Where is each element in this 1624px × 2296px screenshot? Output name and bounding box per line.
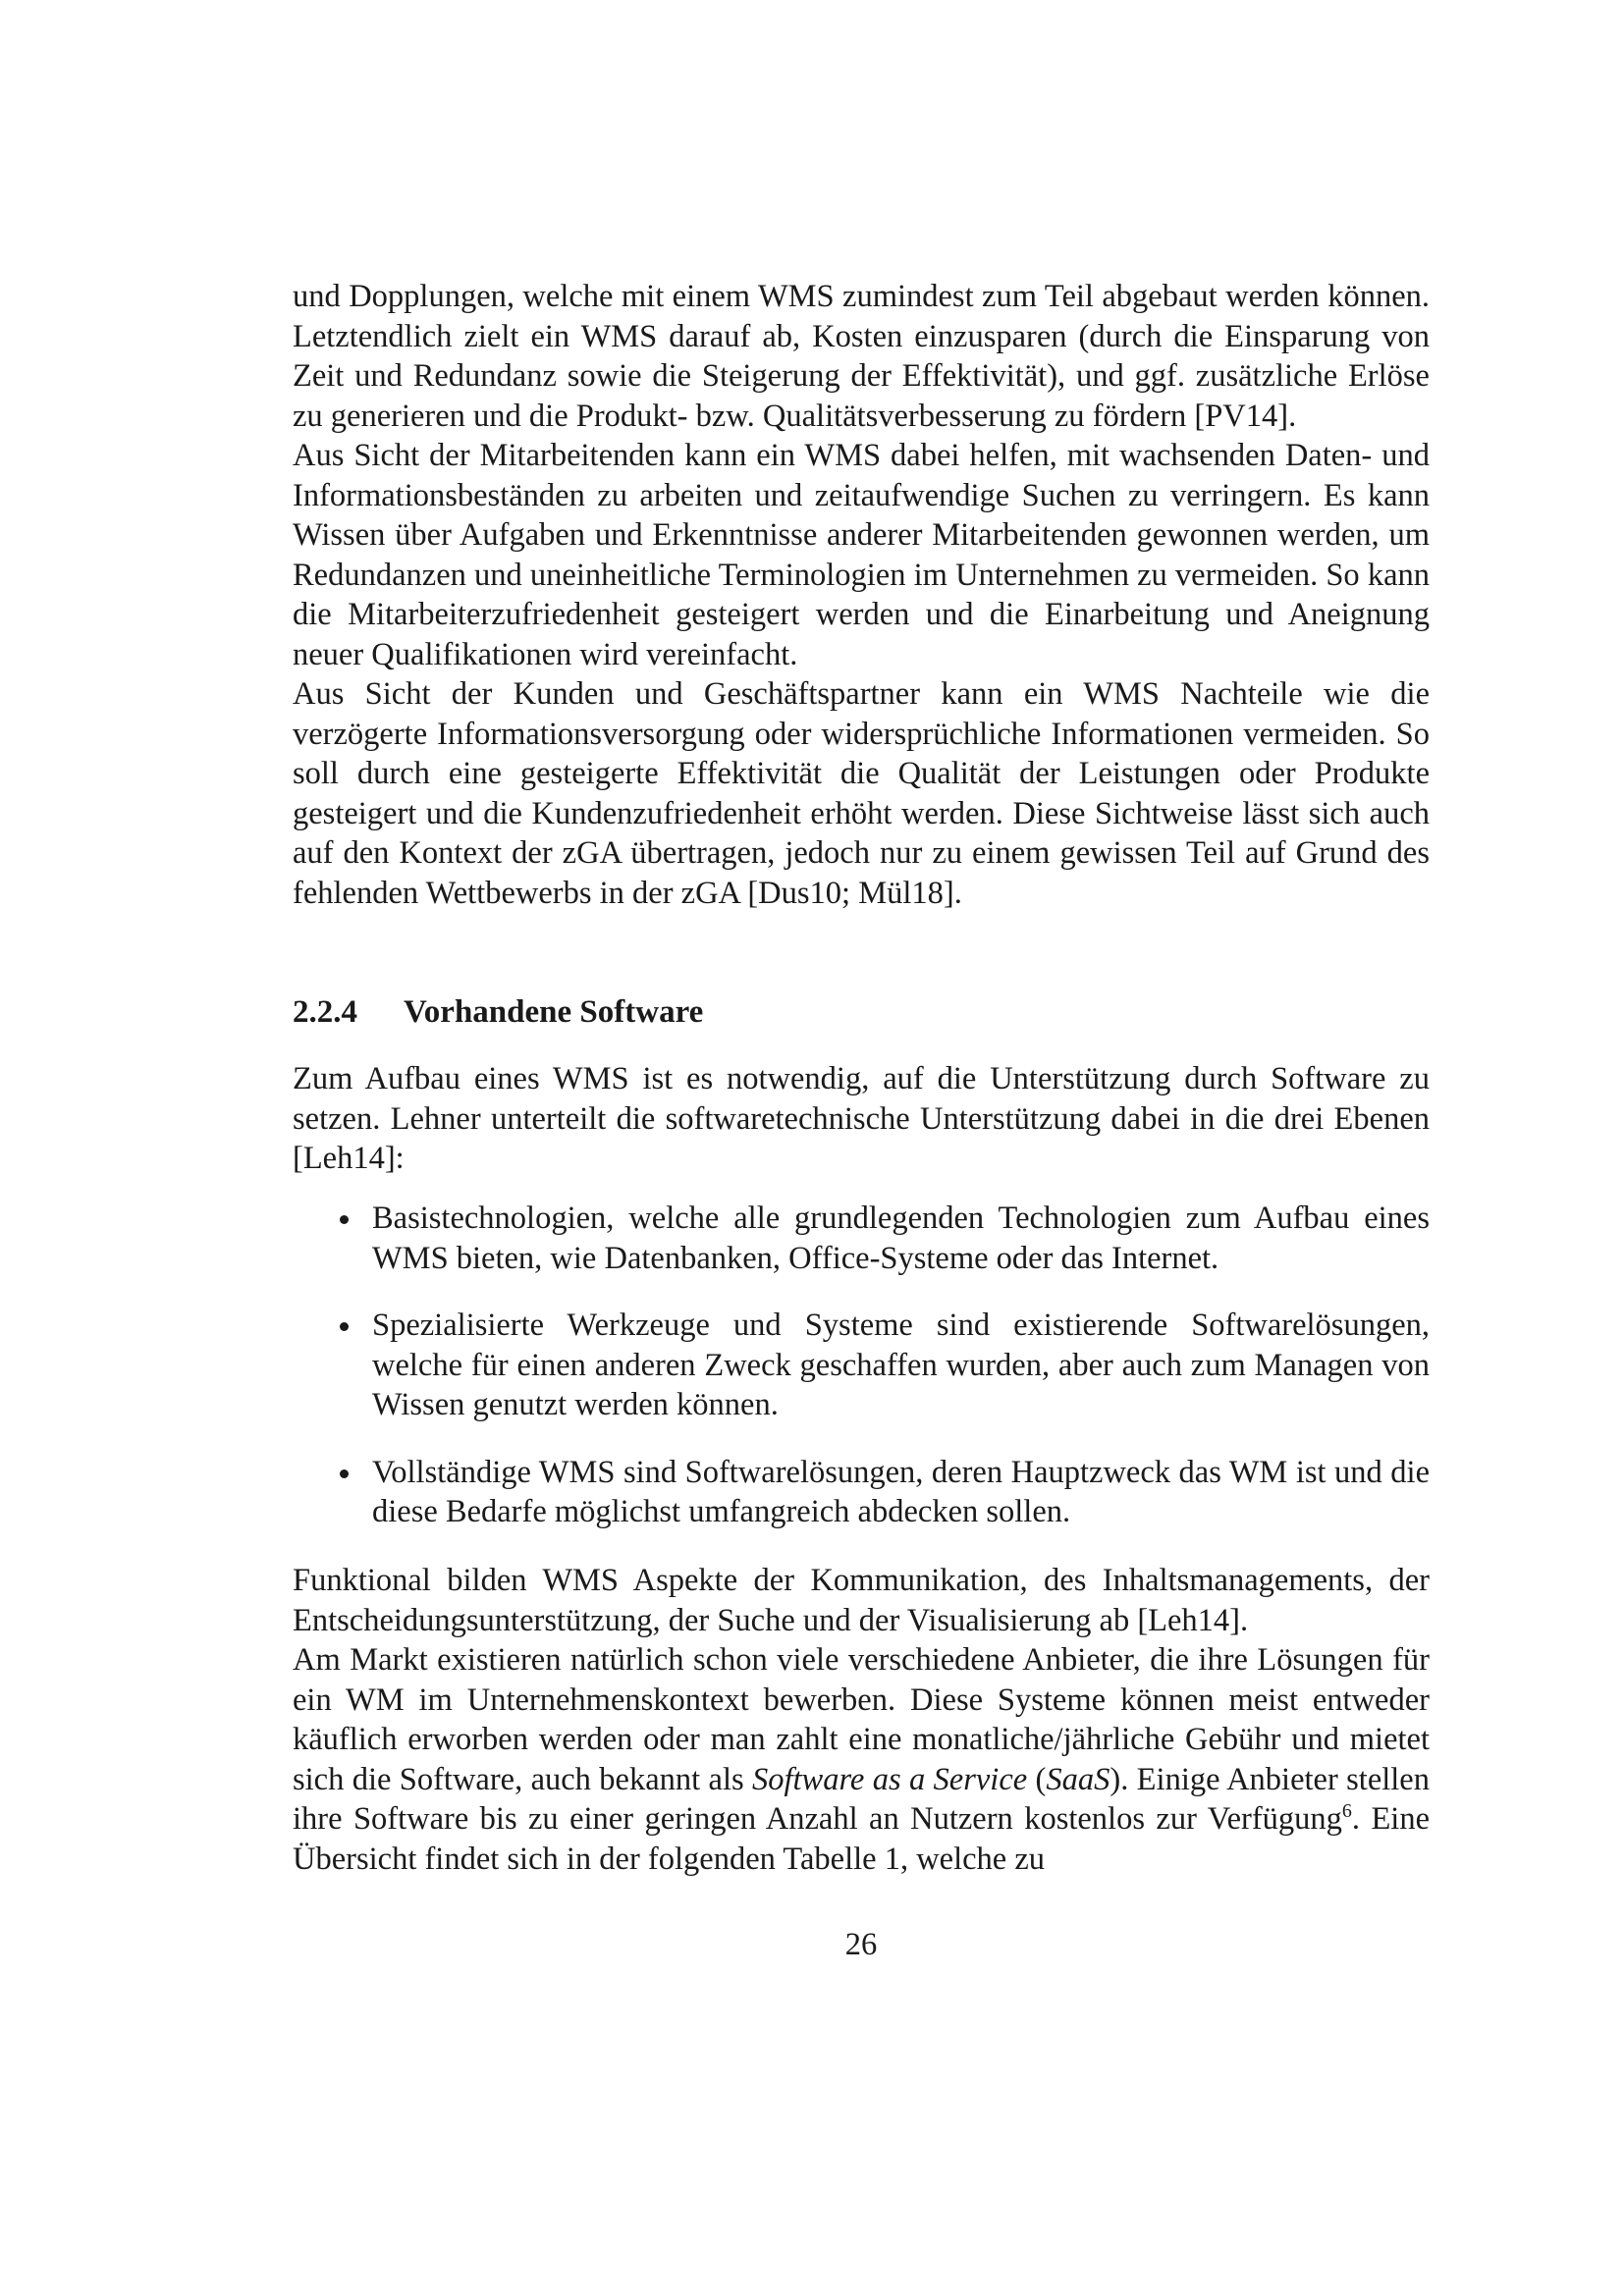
section-heading bbox=[293, 992, 703, 1032]
bullet-icon bbox=[340, 1215, 349, 1224]
bullet-icon bbox=[340, 1469, 349, 1478]
list-item bbox=[293, 1306, 1430, 1425]
list-item bbox=[293, 1453, 1430, 1532]
section-intro-block bbox=[293, 1059, 1430, 1179]
saas-term: Software as a Service bbox=[751, 1761, 1028, 1797]
market-paren: ( bbox=[1027, 1761, 1047, 1797]
paragraph-intro-continuation: und Dopplungen, welche mit einem WMS zumindest zum Teil abgebaut werden können. Letztendlich zielt ein WMS darauf ab, Kosten einzusparen (durch die Einsparung von Zeit und Redundanz sowie die Steigerung der Effektivität), und ggf. zusätzliche Erlöse zu generieren und die Produkt- bzw. Qualitätsverbesserung zu fördern [PV14]. bbox=[293, 279, 1430, 434]
top-text-block bbox=[293, 277, 1430, 913]
paragraph-employee-view: Aus Sicht der Mitarbeitenden kann ein WMS dabei helfen, mit wachsenden Daten- und Informationsbeständen zu arbeiten und zeitaufwendige Suchen zu verringern. Es kann Wissen über Aufgaben und Erkenntnisse anderer Mitarbeitenden gewonnen werden, um Redundanzen und uneinheitliche Terminologien im Unternehmen zu vermeiden. So kann die Mitarbeiterzufriedenheit gesteigert werden und die Einarbeitung und Aneignung neuer Qualifikationen wird vereinfacht. bbox=[293, 438, 1430, 672]
bullet-list bbox=[293, 1199, 1430, 1560]
market-text-3: . Eine Übersicht findet sich in der folgenden Tabelle 1, welche zu bbox=[293, 1801, 1430, 1877]
page-number: 26 bbox=[844, 1927, 878, 1962]
paragraph-customer-view: Aus Sicht der Kunden und Geschäftspartner kann ein WMS Nachteile wie die verzögerte Informationsversorgung oder widersprüchliche Informationen vermeiden. So soll durch eine gesteigerte Effektivität die Qualität der Leistungen oder Produkte gesteigert und die Kundenzufriedenheit erhöht werden. Diese Sichtweise lässt sich auch auf den Kontext der zGA übertragen, jedoch nur zu einem gewissen Teil auf Grund des fehlenden Wettbewerbs in der zGA [Dus10; Mül18]. bbox=[293, 676, 1430, 911]
section-title: Vorhandene Software bbox=[404, 994, 704, 1030]
footnote-mark[interactable]: 6 bbox=[1341, 1800, 1352, 1823]
closing-text-block bbox=[293, 1561, 1430, 1879]
paragraph-section-intro: Zum Aufbau eines WMS ist es notwendig, auf die Unterstützung durch Software zu setzen. Lehner unterteilt die softwaretechnische Unterstützung dabei in die drei Ebenen [Leh14]: bbox=[293, 1061, 1430, 1176]
section-number: 2.2.4 bbox=[293, 994, 357, 1030]
paragraph-market bbox=[293, 1640, 1430, 1879]
market-text-2: ). Einige Anbieter stellen ihre Software bis zu einer geringen Anzahl an Nutzern kostenlos zur Verfügung bbox=[293, 1761, 1430, 1837]
paragraph-functional: Funktional bilden WMS Aspekte der Kommunikation, des Inhaltsmanagements, der Entscheidungsunterstützung, der Suche und der Visualisierung ab [Leh14]. bbox=[293, 1563, 1430, 1638]
bullet-icon bbox=[340, 1322, 349, 1331]
list-item-text: Basistechnologien, welche alle grundlegenden Technologien zum Aufbau eines WMS bieten, wie Datenbanken, Office-Systeme oder das Internet. bbox=[372, 1201, 1430, 1276]
market-text-1: Am Markt existieren natürlich schon viele verschiedene Anbieter, die ihre Lösungen für ein WM im Unternehmenskontext bewerben. Diese Systeme können meist entweder käuflich erworben werden oder man zahlt eine monatliche/jährliche Gebühr und mietet sich die Software, auch bekannt als bbox=[293, 1642, 1430, 1797]
list-item-text: Vollständige WMS sind Softwarelösungen, deren Hauptzweck das WM ist und die diese Bedarfe möglichst umfangreich abdecken sollen. bbox=[372, 1454, 1430, 1529]
list-item bbox=[293, 1199, 1430, 1278]
list-item-text: Spezialisierte Werkzeuge und Systeme sind existierende Softwarelösungen, welche für einen anderen Zweck geschaffen wurden, aber auch zum Managen von Wissen genutzt werden können. bbox=[372, 1308, 1430, 1422]
saas-abbrev: SaaS bbox=[1046, 1761, 1110, 1797]
